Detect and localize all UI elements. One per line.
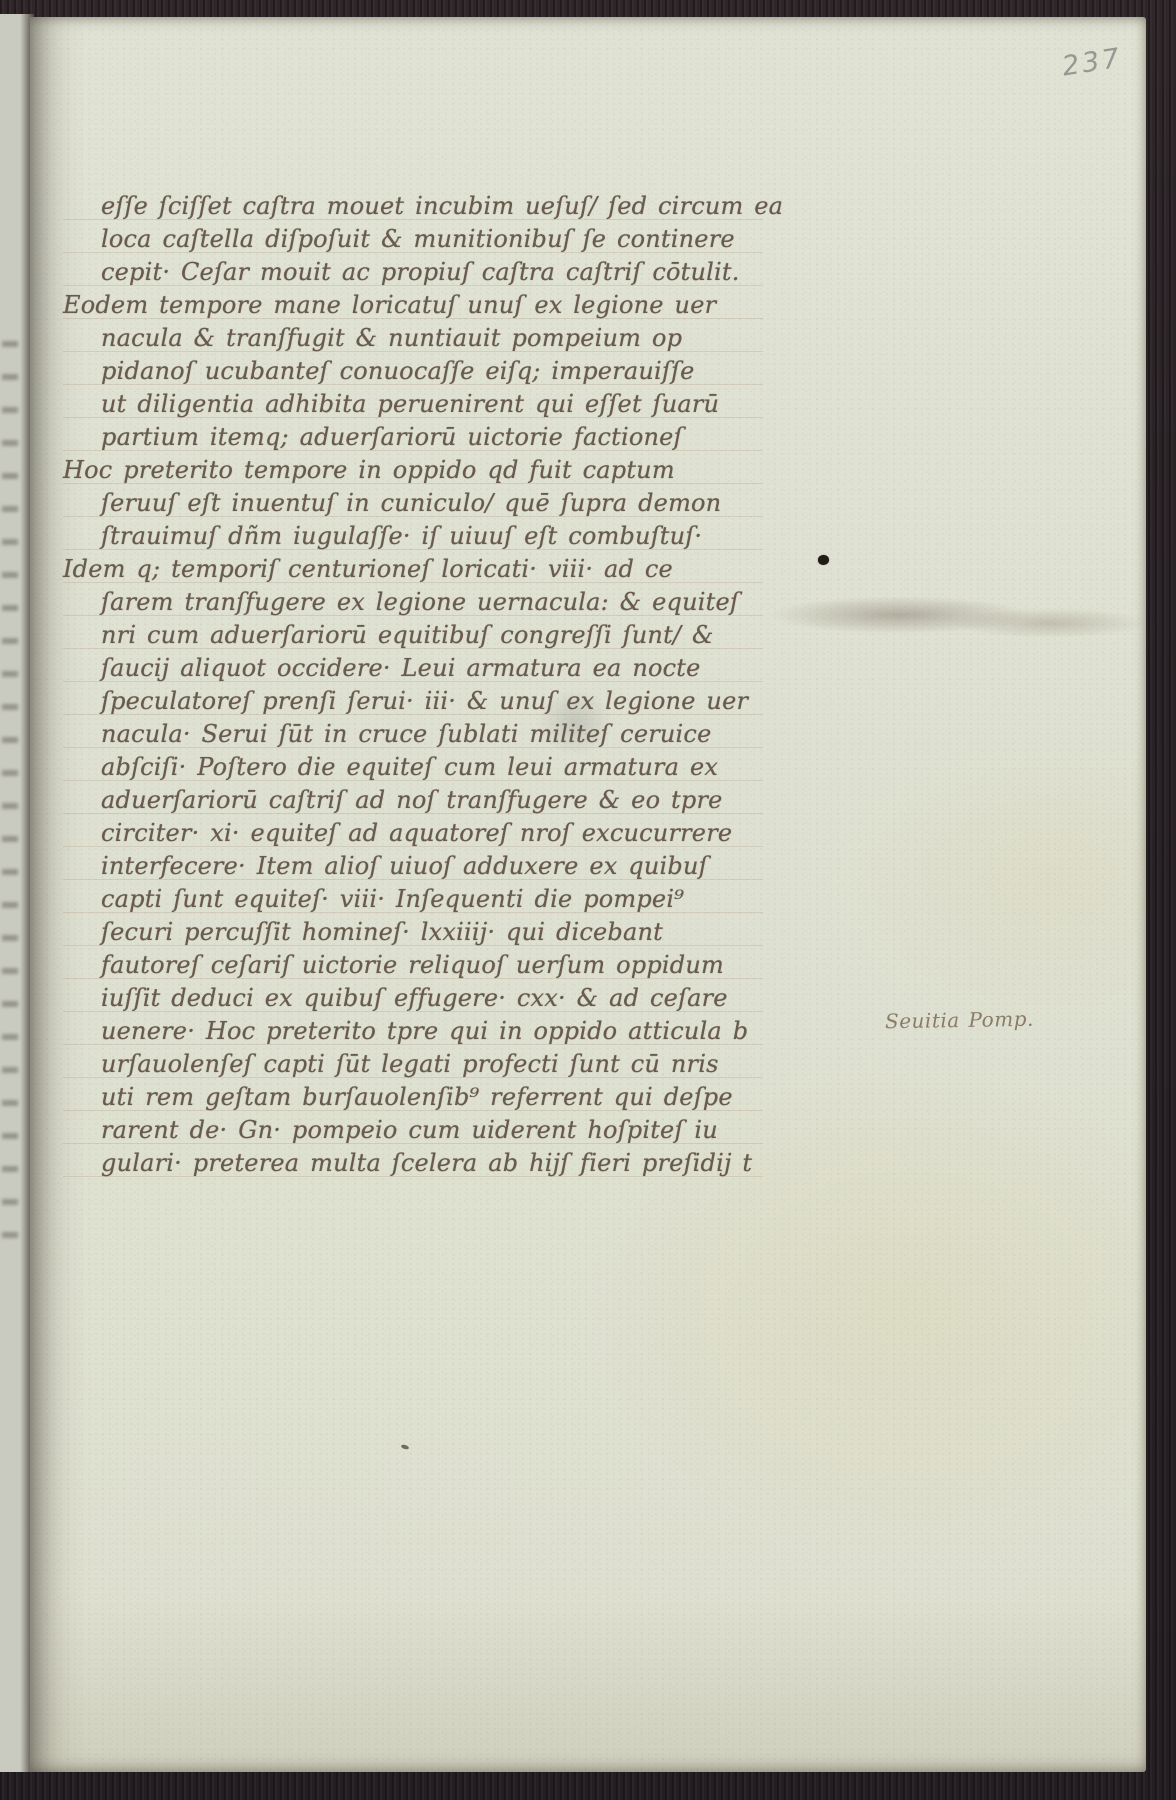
facing-page-text-blur: [2, 314, 18, 1264]
text-line: pidanoſ ucubanteſ conuocaſſe eiſq; imperauiſſe: [101, 357, 695, 385]
text-line: abſciſi· Poſtero die equiteſ cum leui armatura ex: [101, 753, 719, 781]
text-line: urſauolenſeſ capti ſūt legati profecti ſunt cū nris: [101, 1050, 719, 1078]
text-line: gulari· preterea multa ſcelera ab hijſ fieri preſidij t: [101, 1149, 753, 1177]
text-line: nacula· Serui ſūt in cruce ſublati militeſ ceruice: [101, 720, 712, 748]
text-line: Eodem tempore mane loricatuſ unuſ ex legione uer: [63, 291, 717, 319]
text-line: nri cum aduerſariorū equitibuſ congreſſi ſunt/ &: [101, 621, 714, 649]
ink-blot: [818, 555, 829, 565]
small-ink-mark: [401, 1444, 410, 1450]
text-line: circiter· xi· equiteſ ad aquatoreſ nroſ excucurrere: [101, 819, 733, 847]
folio-number: 237: [1059, 42, 1125, 83]
text-line: partium itemq; aduerſariorū uictorie factioneſ: [101, 423, 683, 451]
text-line: fautoreſ ceſariſ uictorie reliquoſ uerſum oppidum: [101, 951, 724, 979]
facing-page-edge: [0, 14, 34, 1772]
text-line: uti rem geſtam burſauolenſib⁹ referrent qui deſpe: [101, 1083, 733, 1111]
parchment-page: [30, 17, 1146, 1772]
text-line: rarent de· Gn· pompeio cum uiderent hoſpiteſ iu: [101, 1116, 718, 1144]
text-line: iuſſit deduci ex quibuſ effugere· cxx· & ad ceſare: [101, 984, 728, 1012]
text-line: aduerſariorū caſtriſ ad noſ tranſfugere & eo tpre: [101, 786, 723, 814]
text-block: [63, 190, 784, 1180]
text-line: interfecere· Item alioſ uiuoſ adduxere ex quibuſ: [101, 852, 708, 880]
text-line: ſecuri percuſſit homineſ· lxxiiij· qui dicebant: [101, 918, 664, 946]
text-line: loca caſtella diſpoſuit & munitionibuſ ſe continere: [101, 225, 735, 253]
text-line: capti ſunt equiteſ· viii· Inſequenti die pompei⁹: [101, 885, 685, 913]
text-line: ſpeculatoreſ prenſi ſerui· iii· & unuſ ex legione uer: [101, 687, 749, 715]
text-line: nacula & tranſfugit & nuntiauit pompeium op: [101, 324, 683, 352]
text-line: cepit· Ceſar mouit ac propiuſ caſtra caſtriſ cōtulit.: [101, 258, 740, 286]
text-line: ſaucij aliquot occidere· Leui armatura ea nocte: [101, 654, 701, 682]
text-line: ſeruuſ eſt inuentuſ in cuniculo/ quē ſupra demon: [101, 489, 722, 517]
marginal-note: Seuitia Pomp.: [884, 1006, 1035, 1034]
text-line: ſarem tranſfugere ex legione uernacula: & equiteſ: [101, 588, 739, 616]
text-line: eſſe ſciſſet caſtra mouet incubim ueſuſ/ ſed circum ea: [101, 192, 784, 220]
text-line: Hoc preterito tempore in oppido qd fuit captum: [63, 456, 675, 484]
text-line: Idem q; temporiſ centurioneſ loricati· viii· ad ce: [63, 555, 673, 583]
text-line: ut diligentia adhibita peruenirent qui eſſet ſuarū: [101, 390, 720, 418]
text-line: ſtrauimuſ dñm iugulaſſe· iſ uiuuſ eſt combuſtuſ·: [101, 522, 703, 550]
text-line: uenere· Hoc preterito tpre qui in oppido atticula b: [101, 1017, 749, 1045]
